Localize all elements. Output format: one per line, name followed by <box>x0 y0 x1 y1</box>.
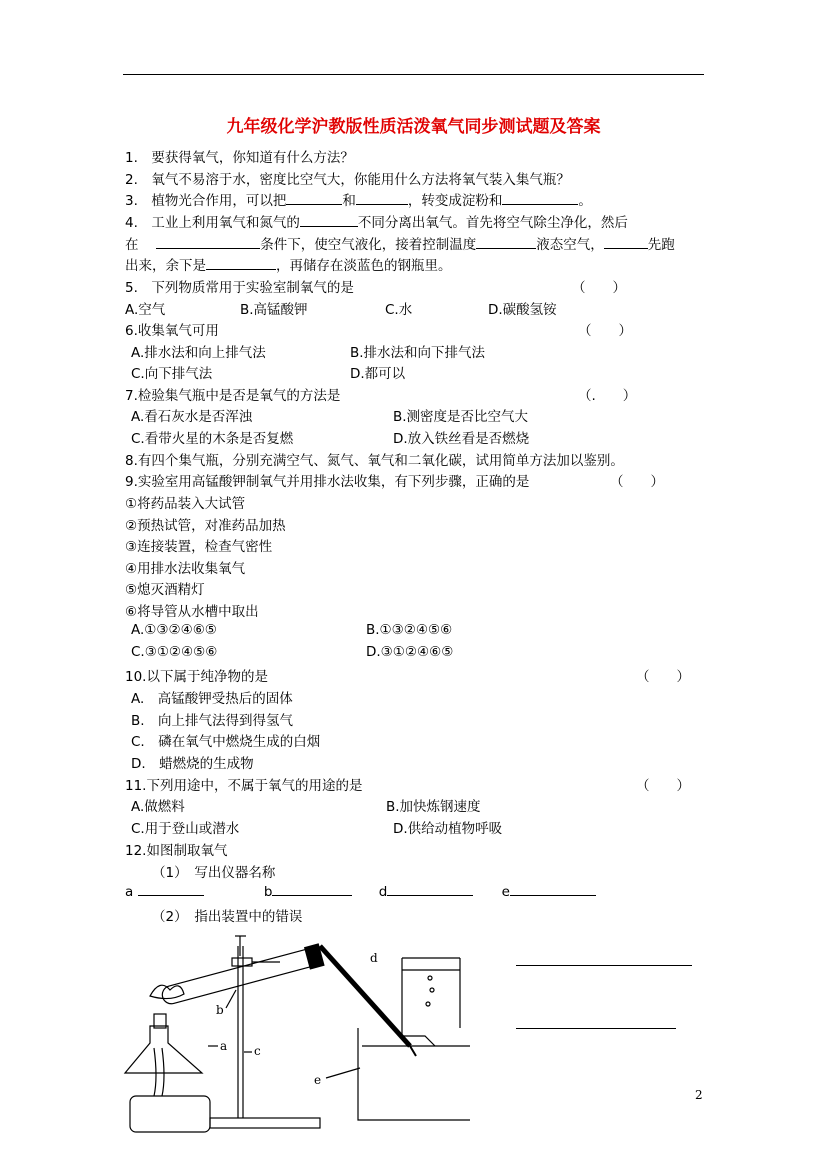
blank[interactable] <box>138 883 204 896</box>
option-d[interactable]: D.放入铁丝看是否燃烧 <box>393 431 530 447</box>
q3-text-c: ，转变成淀粉和 <box>407 193 503 209</box>
q4-text-a: 4. 工业上利用氧气和氮气的 <box>125 215 300 231</box>
option-b[interactable]: B.①③②④⑤⑥ <box>366 622 453 638</box>
question-4-line3 <box>125 254 452 274</box>
question-6: 6.收集氧气可用 <box>125 323 219 339</box>
step-item: ⑥将导管从水槽中取出 <box>125 604 259 620</box>
blank-label-d: d <box>378 884 388 900</box>
blank[interactable] <box>156 236 260 249</box>
q3-text-d: 。 <box>578 193 592 209</box>
option-d[interactable]: D. 蜡燃烧的生成物 <box>131 756 254 772</box>
question-11: 11.下列用途中，不属于氧气的用途的是 <box>125 778 363 794</box>
reagent <box>150 985 184 998</box>
option-d[interactable]: D.③①②④⑥⑤ <box>366 644 454 660</box>
option-d[interactable]: D.都可以 <box>350 366 406 382</box>
q3-text-a: 3. 植物光合作用，可以把 <box>125 193 287 209</box>
blank[interactable] <box>387 883 473 896</box>
answer-line[interactable] <box>516 1028 676 1029</box>
option-b[interactable]: B.测密度是否比空气大 <box>393 409 529 425</box>
step-item: ③连接装置，检查气密性 <box>125 539 273 555</box>
page-title: 九年级化学沪教版性质活泼氧气同步测试题及答案 <box>226 117 601 137</box>
blank[interactable] <box>476 236 536 249</box>
option-c[interactable]: C.水 <box>385 302 413 318</box>
question-8: 8.有四个集气瓶，分别充满空气、氮气、氧气和二氧化碳，试用简单方法加以鉴别。 <box>125 453 624 469</box>
option-a[interactable]: A.空气 <box>125 302 166 318</box>
option-a[interactable]: A. 高锰酸钾受热后的固体 <box>131 691 293 707</box>
question-7: 7.检验集气瓶中是否是氧气的方法是 <box>125 388 341 404</box>
answer-paren[interactable]: （ ） <box>610 474 664 490</box>
water-trough <box>358 1028 470 1120</box>
q4-text-d: 条件下，使空气液化，接着控制温度 <box>260 237 477 253</box>
blank-label-a: a <box>125 884 134 900</box>
test-tube <box>160 944 324 1008</box>
blank[interactable] <box>286 192 342 205</box>
step-item: ①将药品装入大试管 <box>125 496 246 512</box>
question-3 <box>125 189 592 209</box>
oxygen-apparatus-figure <box>110 928 470 1140</box>
answer-paren[interactable]: （ ） <box>636 669 690 685</box>
question-4-line1 <box>125 211 628 231</box>
option-a[interactable]: A.排水法和向上排气法 <box>131 345 266 361</box>
q4-text-f: 先跑 <box>647 237 675 253</box>
blank-label-e: e <box>501 884 510 900</box>
figure-label-c: c <box>254 1044 261 1058</box>
lamp-base-block <box>130 1096 210 1132</box>
option-a[interactable]: A.看石灰水是否浑浊 <box>131 409 253 425</box>
blank[interactable] <box>300 214 358 227</box>
question-9: 9.实验室用高锰酸钾制氧气并用排水法收集，有下列步骤，正确的是 <box>125 474 530 490</box>
figure-label-b: b <box>216 1003 224 1017</box>
gas-collecting-bottle <box>402 958 460 1046</box>
blank[interactable] <box>604 236 648 249</box>
blank[interactable] <box>502 192 578 205</box>
instrument-blanks <box>125 883 596 900</box>
answer-paren[interactable]: （ ） <box>572 280 626 296</box>
answer-line[interactable] <box>516 965 692 966</box>
figure-label-d: d <box>370 951 378 965</box>
blank-label-b: b <box>263 884 273 900</box>
figure-label-e: e <box>314 1073 322 1087</box>
page-number: 2 <box>695 1088 703 1102</box>
option-c[interactable]: C.用于登山或潜水 <box>131 821 240 837</box>
blank[interactable] <box>510 883 596 896</box>
option-a[interactable]: A.①③②④⑥⑤ <box>131 622 217 638</box>
q4-text-b: 不同分离出氧气。首先将空气除尘净化，然后 <box>357 215 628 231</box>
option-b[interactable]: B.加快炼钢速度 <box>386 799 481 815</box>
answer-paren[interactable]: （ ） <box>636 778 690 794</box>
option-b[interactable]: B. 向上排气法得到得氢气 <box>131 713 294 729</box>
step-item: ④用排水法收集氧气 <box>125 561 246 577</box>
answer-paren[interactable]: （. ） <box>578 388 637 404</box>
question-1: 1. 要获得氧气，你知道有什么方法？ <box>125 150 354 166</box>
answer-paren[interactable]: （ ） <box>578 323 632 339</box>
q4-text-g: 出来，余下是 <box>125 258 206 274</box>
q3-text-b: 和 <box>342 193 356 209</box>
option-d[interactable]: D.碳酸氢铵 <box>488 302 557 318</box>
subquestion-1: （1） 写出仪器名称 <box>152 865 276 881</box>
blank[interactable] <box>206 257 276 270</box>
step-item: ②预热试管，对准药品加热 <box>125 518 286 534</box>
blank[interactable] <box>272 883 352 896</box>
figure-label-a: a <box>220 1039 228 1053</box>
header-rule <box>123 74 704 75</box>
blank[interactable] <box>356 192 408 205</box>
question-4-line2 <box>125 233 675 253</box>
option-c[interactable]: C.看带火星的木条是否复燃 <box>131 431 294 447</box>
option-b[interactable]: B.排水法和向下排气法 <box>350 345 486 361</box>
option-a[interactable]: A.做燃料 <box>131 799 185 815</box>
question-10: 10.以下属于纯净物的是 <box>125 669 268 685</box>
q4-text-c: 在 <box>125 237 139 253</box>
q4-text-e: 液态空气， <box>536 237 604 253</box>
option-c[interactable]: C.向下排气法 <box>131 366 213 382</box>
delivery-tube <box>320 946 410 1046</box>
option-c[interactable]: C. 磷在氧气中燃烧生成的白烟 <box>131 734 321 750</box>
stand-base <box>210 1118 320 1128</box>
question-5: 5. 下列物质常用于实验室制氧气的是 <box>125 280 354 296</box>
question-2: 2. 氧气不易溶于水，密度比空气大，你能用什么方法将氧气装入集气瓶？ <box>125 172 570 188</box>
option-d[interactable]: D.供给动植物呼吸 <box>393 821 503 837</box>
option-c[interactable]: C.③①②④⑤⑥ <box>131 644 218 660</box>
subquestion-2: （2） 指出装置中的错误 <box>152 909 303 925</box>
question-12: 12.如图制取氧气 <box>125 843 228 859</box>
step-item: ⑤熄灭酒精灯 <box>125 582 205 598</box>
lamp-wick <box>154 1048 164 1096</box>
option-b[interactable]: B.高锰酸钾 <box>240 302 308 318</box>
q4-text-h: ，再储存在淡蓝色的钢瓶里。 <box>276 258 452 274</box>
